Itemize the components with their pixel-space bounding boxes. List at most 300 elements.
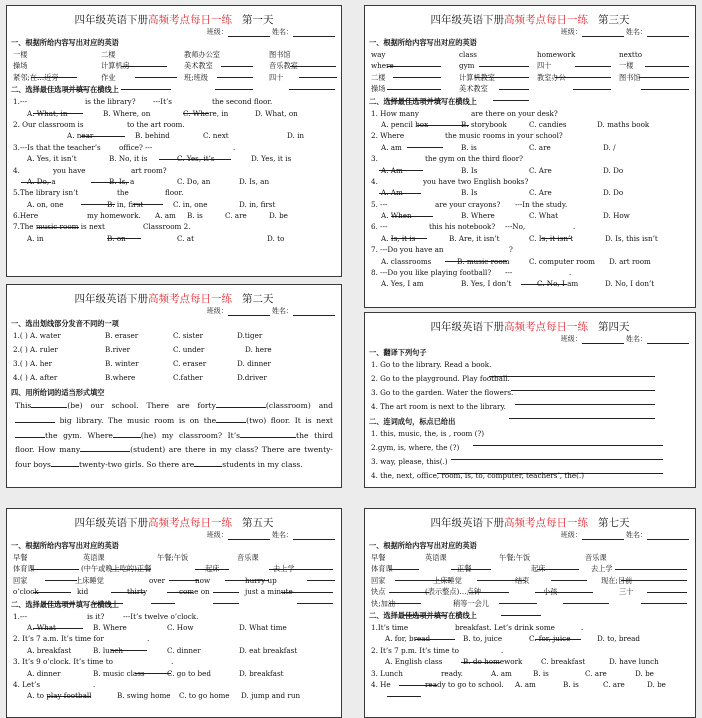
section-heading: 四、用所给词的适当形式填空 <box>11 388 105 397</box>
question-row <box>365 221 695 232</box>
text: B. No, it is <box>109 154 148 164</box>
question-row <box>7 119 341 130</box>
text: D. to <box>267 233 285 243</box>
text: D. be <box>647 679 666 689</box>
section-heading: 一、根据所给内容写出对应的英语 <box>369 38 477 47</box>
answer-blank <box>121 81 171 90</box>
text: 去上学 <box>591 564 613 574</box>
text: 一楼 <box>13 50 28 59</box>
answer-blank <box>647 532 689 540</box>
section-heading: 一、根据所给内容写出对应的英语 <box>369 541 477 550</box>
text: 四年级英语下册 <box>430 14 504 26</box>
text: 二楼 <box>101 50 116 59</box>
text: D. No, I don’t <box>605 279 655 289</box>
text: C. Are <box>529 188 552 198</box>
text: B. is <box>461 142 477 152</box>
text: the music rooms in your school? <box>445 131 563 141</box>
page-title <box>7 12 341 26</box>
text: A. Yes, it isn’t <box>27 154 77 164</box>
answer-blank <box>647 336 689 344</box>
text: D. / <box>603 142 616 152</box>
text: D. to, bread <box>597 634 641 644</box>
text: A. to play football <box>27 691 92 701</box>
answer-blank <box>113 429 141 438</box>
text: B. is <box>563 679 579 689</box>
question-row <box>365 210 695 221</box>
question-row <box>7 575 341 586</box>
question-row <box>365 233 695 244</box>
text: office? <box>119 142 143 152</box>
text: B. eraser <box>105 331 139 340</box>
text: you have <box>53 165 86 175</box>
text: 上床睡觉 <box>75 575 104 585</box>
question-row <box>7 679 341 690</box>
answer-blank <box>289 81 335 90</box>
text: 图书馆 <box>619 72 641 82</box>
text: D. Is, an <box>239 176 270 186</box>
text: 8. ---Do you like playing football? <box>371 268 492 278</box>
text: A. for, bread <box>385 634 431 644</box>
text: C. sister <box>173 331 204 340</box>
question-row <box>365 373 695 387</box>
text: B. Where <box>461 211 495 221</box>
text: C. What <box>529 211 559 221</box>
question-row <box>365 387 695 401</box>
question-row <box>7 372 341 386</box>
worksheet-day1 <box>6 5 342 277</box>
text: 6. --- <box>371 222 388 232</box>
text: class <box>459 50 477 59</box>
text: 高频考点每日一练 <box>504 517 588 529</box>
text: --- <box>145 142 153 152</box>
text: just a minute <box>245 587 293 597</box>
page-title <box>365 12 695 26</box>
text: nextto <box>619 50 643 59</box>
text: A. am <box>155 211 176 221</box>
text: B. music class <box>93 668 145 678</box>
text: 4.( ) A. after <box>13 373 58 382</box>
text: to the art room. <box>127 119 185 129</box>
text: A. breakfast <box>27 645 72 655</box>
text: 二楼 <box>371 72 386 82</box>
answer-blank <box>582 532 624 540</box>
question-row <box>7 165 341 176</box>
text: C. next <box>203 131 229 141</box>
answer-blank <box>293 29 335 37</box>
text: 三十 <box>619 587 634 597</box>
text: D. How <box>603 211 630 221</box>
text: . <box>501 645 504 655</box>
question-row <box>7 586 341 597</box>
text: over <box>149 575 166 585</box>
text: 英语课 <box>83 553 105 562</box>
text: D. Do <box>603 165 624 175</box>
text: (表示整点)…点钟 <box>425 587 481 597</box>
text: C. Is, it isn’t <box>529 233 574 243</box>
text: A. am <box>491 668 512 678</box>
text: 2. Our classroom is <box>13 119 84 129</box>
fill-in-passage <box>15 399 333 473</box>
answer-blank <box>387 92 441 101</box>
text: 美术教室 <box>459 84 488 94</box>
section-heading: 二、选择最佳选项并填写在横线上 <box>369 96 477 106</box>
text: 2. Go to the playground. Play football. <box>371 374 510 383</box>
text: D. What, on <box>255 108 298 118</box>
text: ---It’s <box>153 97 172 107</box>
text: --- <box>505 268 513 278</box>
text: C. eraser <box>173 359 207 368</box>
text: thirty <box>127 587 148 597</box>
text: 第七天 <box>598 517 630 529</box>
text: 早餐 <box>13 553 28 562</box>
text: 2. It’s 7 a.m. It’s time for <box>13 634 104 644</box>
text: 教室办公 <box>537 72 566 82</box>
text: . <box>233 142 236 152</box>
class-name-line <box>7 530 335 539</box>
text: 2.gym, is, where, the (?) <box>371 443 460 452</box>
text: 高频考点每日一练 <box>148 517 232 529</box>
text: B.where <box>105 373 136 382</box>
text: ---In the study. <box>515 199 568 209</box>
text: B. winter <box>105 359 139 368</box>
text: art room? <box>131 165 167 175</box>
question-row <box>7 130 341 141</box>
text: B. Are, it isn’t <box>449 233 500 243</box>
text: C. breakfast <box>541 657 586 667</box>
text: . <box>93 679 96 689</box>
text: 紧邻;在…近旁 <box>13 72 59 82</box>
text: B. is <box>533 668 549 678</box>
text: C. are <box>585 668 607 678</box>
text: D. jump and run <box>241 691 301 701</box>
text: 早餐 <box>371 553 386 562</box>
text: C. dinner <box>167 645 201 655</box>
text: A. classrooms <box>381 256 432 266</box>
text: is the library? <box>85 97 136 107</box>
question-row <box>7 611 341 622</box>
text: are your crayons? <box>435 199 501 209</box>
answer-blank <box>493 92 529 101</box>
answer-blank <box>216 414 246 423</box>
text: . <box>581 622 584 632</box>
text: D. breakfast <box>239 668 284 678</box>
question-row <box>365 49 695 60</box>
section-heading: 二、选择最佳选项并填写在横线上 <box>11 85 119 95</box>
text: (student) are there in my class? There are twenty-four boys <box>15 445 333 470</box>
text: C. computer room <box>529 256 595 266</box>
text: C. for, juice <box>529 634 571 644</box>
text: B. Where, on <box>103 108 151 118</box>
answer-blank <box>80 443 130 452</box>
text: kid <box>77 587 89 597</box>
text: students in my class. <box>222 460 303 470</box>
text: 班级： <box>206 531 228 539</box>
text: 1.( ) A. water <box>13 331 61 340</box>
question-row <box>7 668 341 679</box>
text: A. What, in <box>27 108 68 118</box>
text: 音乐教室 <box>269 61 298 71</box>
text: D. Yes, it is <box>251 154 292 164</box>
question-row <box>365 428 695 442</box>
text: 起床 <box>205 564 220 574</box>
text: 4. <box>13 165 20 175</box>
text: 班级： <box>560 28 582 36</box>
text: 午餐;午饭 <box>499 553 531 562</box>
text: This <box>15 401 32 410</box>
question-row <box>365 165 695 176</box>
answer-blank <box>51 458 79 467</box>
question-row <box>7 221 341 232</box>
text: 2.( ) A. ruler <box>13 345 58 354</box>
word-row <box>7 49 341 60</box>
text: 作业 <box>101 72 116 82</box>
text: 7. ---Do you have an <box>371 245 444 255</box>
page-title <box>7 515 341 529</box>
text: 操场 <box>371 84 386 94</box>
text: 计算机房 <box>101 61 130 71</box>
question-row <box>365 668 695 679</box>
question-row <box>365 622 695 633</box>
question-row <box>7 622 341 633</box>
text: 1.--- <box>13 97 28 107</box>
question-row <box>7 96 341 107</box>
answer-blank <box>509 410 655 419</box>
page-title <box>7 291 341 305</box>
text: o’clock <box>13 587 39 597</box>
text: D. dinner <box>237 359 271 368</box>
text: 高频考点每日一练 <box>148 293 232 305</box>
answer-blank <box>582 336 624 344</box>
text: C.father <box>173 373 203 382</box>
question-row <box>365 656 695 667</box>
text: 姓名： <box>272 531 293 539</box>
text: my homework. <box>87 211 141 221</box>
class-name-line <box>365 334 689 343</box>
text: 4. Let’s <box>13 679 41 689</box>
text: 3.---Is that the teacher’s <box>13 142 101 152</box>
question-row <box>365 83 695 94</box>
text: A. English class <box>385 657 443 667</box>
text: 3. Lunch <box>371 668 403 678</box>
question-row <box>365 199 695 210</box>
text: 现在;目前 <box>601 575 633 585</box>
text: (he) my classroom? It’s <box>140 430 241 440</box>
text: 2. It’s 7 p.m. It’s time to <box>371 645 459 655</box>
text: ready. <box>441 668 463 678</box>
text: big library. The music room is on the <box>59 415 217 425</box>
text: A. pencil box <box>381 119 429 129</box>
text: 班级： <box>206 307 228 315</box>
text: 美术教室 <box>184 61 213 71</box>
word-row <box>7 60 341 71</box>
text: 3. Go to the garden. Water the flowers. <box>371 388 514 397</box>
text: 3. way, please, this(.) <box>371 457 448 466</box>
text: 4. <box>371 176 378 186</box>
text: A. Do, a <box>27 176 56 186</box>
text: 四十 <box>537 61 552 71</box>
text: B. Is <box>461 165 478 175</box>
text: 正餐 <box>457 564 472 574</box>
text: 英语课 <box>425 553 447 562</box>
text: now <box>195 575 211 585</box>
text: 3. It’s 9 o’clock. It’s time to <box>13 657 113 667</box>
text: is it? <box>87 611 105 621</box>
text: D. eat breakfast <box>239 645 298 655</box>
text: C. are <box>529 142 551 152</box>
worksheet-day7 <box>364 508 696 718</box>
text: 高频考点每日一练 <box>504 14 588 26</box>
text: 姓名： <box>626 28 647 36</box>
text: A. When <box>381 211 412 221</box>
text: 小孩 <box>543 587 558 597</box>
text: 3. <box>371 154 378 164</box>
text: B. behind <box>135 131 170 141</box>
question-row <box>365 401 695 415</box>
question-row <box>365 442 695 456</box>
text: floor. <box>165 188 184 198</box>
text: 5.The library isn’t <box>13 188 79 198</box>
text: 体育课 <box>371 564 393 574</box>
text: D. be <box>269 211 288 221</box>
section-heading: 一、翻译下列句子 <box>369 348 427 357</box>
text: 第一天 <box>242 14 274 26</box>
text: D.driver <box>237 373 267 382</box>
question-row <box>365 563 695 574</box>
page-title <box>365 515 695 529</box>
question-row <box>365 142 695 153</box>
text: C. go to bed <box>167 668 211 678</box>
text: 7.The music room is next <box>13 222 105 232</box>
text: A. Is, it is <box>381 233 416 243</box>
worksheet-day2 <box>6 284 342 488</box>
text: A. What <box>27 622 56 632</box>
text: are there on your desk? <box>471 108 558 118</box>
text: D. What time <box>239 622 287 632</box>
answer-blank <box>216 399 266 408</box>
answer-blank <box>93 595 123 604</box>
text: the third floor. How many <box>15 430 334 455</box>
text: 四十 <box>269 72 284 82</box>
text: A. dinner <box>27 668 61 678</box>
text: 第四天 <box>598 321 630 333</box>
text: B. Is <box>461 188 478 198</box>
class-name-line <box>365 530 689 539</box>
text: C. No, I am <box>537 279 579 289</box>
answer-blank <box>582 29 624 37</box>
answer-blank <box>43 595 75 604</box>
answer-blank <box>15 429 45 438</box>
text: 回家 <box>371 575 386 585</box>
worksheet-day5 <box>6 508 342 718</box>
answer-blank <box>240 429 296 438</box>
text: C. Where, in <box>183 108 229 118</box>
answer-blank <box>293 308 335 316</box>
text: 4. He <box>371 679 391 689</box>
text: 1. Go to the library. Read a book. <box>371 360 492 369</box>
answer-blank <box>297 595 333 604</box>
question-row <box>7 108 341 119</box>
answer-blank <box>228 29 270 37</box>
question-row <box>365 278 695 289</box>
text: 高频考点每日一练 <box>504 321 588 333</box>
text: 一楼 <box>619 61 634 71</box>
text: 6.Here <box>13 211 39 221</box>
text: 图书馆 <box>269 50 291 59</box>
question-row <box>7 153 341 164</box>
question-row <box>7 563 341 574</box>
text: 快;加油 <box>371 598 395 608</box>
text: you have two English books? <box>423 176 529 186</box>
text: . <box>569 268 572 278</box>
question-row <box>7 142 341 153</box>
text: 结束 <box>515 575 530 585</box>
text: 1.--- <box>13 611 28 621</box>
answer-blank <box>579 479 693 488</box>
text: 快点 <box>371 587 386 597</box>
text: ---It’s twelve o’clock. <box>123 611 199 621</box>
text: D. here <box>245 345 272 354</box>
text: B.river <box>105 345 131 354</box>
text: . <box>147 634 150 644</box>
text: 稍等一会儿 <box>453 598 489 608</box>
text: way <box>371 50 386 59</box>
section-heading: 一、选出划线部分发音不同的一项 <box>11 319 119 328</box>
text: C. How <box>167 622 194 632</box>
text: ---No, <box>505 222 526 232</box>
question-row <box>7 656 341 667</box>
text: 上床睡觉 <box>433 575 462 585</box>
question-row <box>7 176 341 187</box>
answer-blank <box>215 81 253 90</box>
answer-blank <box>501 607 541 616</box>
answer-blank <box>647 29 689 37</box>
text: 3.( ) A. her <box>13 359 53 368</box>
text: 四年级英语下册 <box>430 517 504 529</box>
question-row <box>365 359 695 373</box>
text: C. at <box>177 233 194 243</box>
text: homework <box>537 50 576 59</box>
text: D.tiger <box>237 331 263 340</box>
text: 体育课 <box>13 564 35 574</box>
text: gym <box>459 61 475 71</box>
text: 午餐;午饭 <box>157 553 189 562</box>
section-heading: 一、根据所给内容写出对应的英语 <box>11 541 119 550</box>
text: come on <box>179 587 210 597</box>
section-heading: 一、根据所给内容写出对应的英语 <box>11 38 119 47</box>
text: 四年级英语下册 <box>74 517 148 529</box>
section-heading: 二、选择最佳选项并填写在横线上 <box>369 610 477 620</box>
answer-blank <box>194 458 222 467</box>
text: B. do homework <box>463 657 523 667</box>
text: B. lunch <box>93 645 124 655</box>
question-row <box>365 633 695 644</box>
text: B. storybook <box>461 119 507 129</box>
text: A. Am <box>381 165 403 175</box>
text: D. in <box>287 131 305 141</box>
text: 5. --- <box>371 199 388 209</box>
question-row <box>365 598 695 609</box>
question-row <box>7 210 341 221</box>
question-row <box>365 153 695 164</box>
text: 操场 <box>13 61 28 71</box>
text: this his notebook? <box>429 222 496 232</box>
text: 1. How many <box>371 108 419 118</box>
question-row <box>365 72 695 83</box>
text: A. Yes, I am <box>381 279 424 289</box>
text: 四年级英语下册 <box>74 293 148 305</box>
question-row <box>365 130 695 141</box>
answer-blank <box>65 81 87 90</box>
